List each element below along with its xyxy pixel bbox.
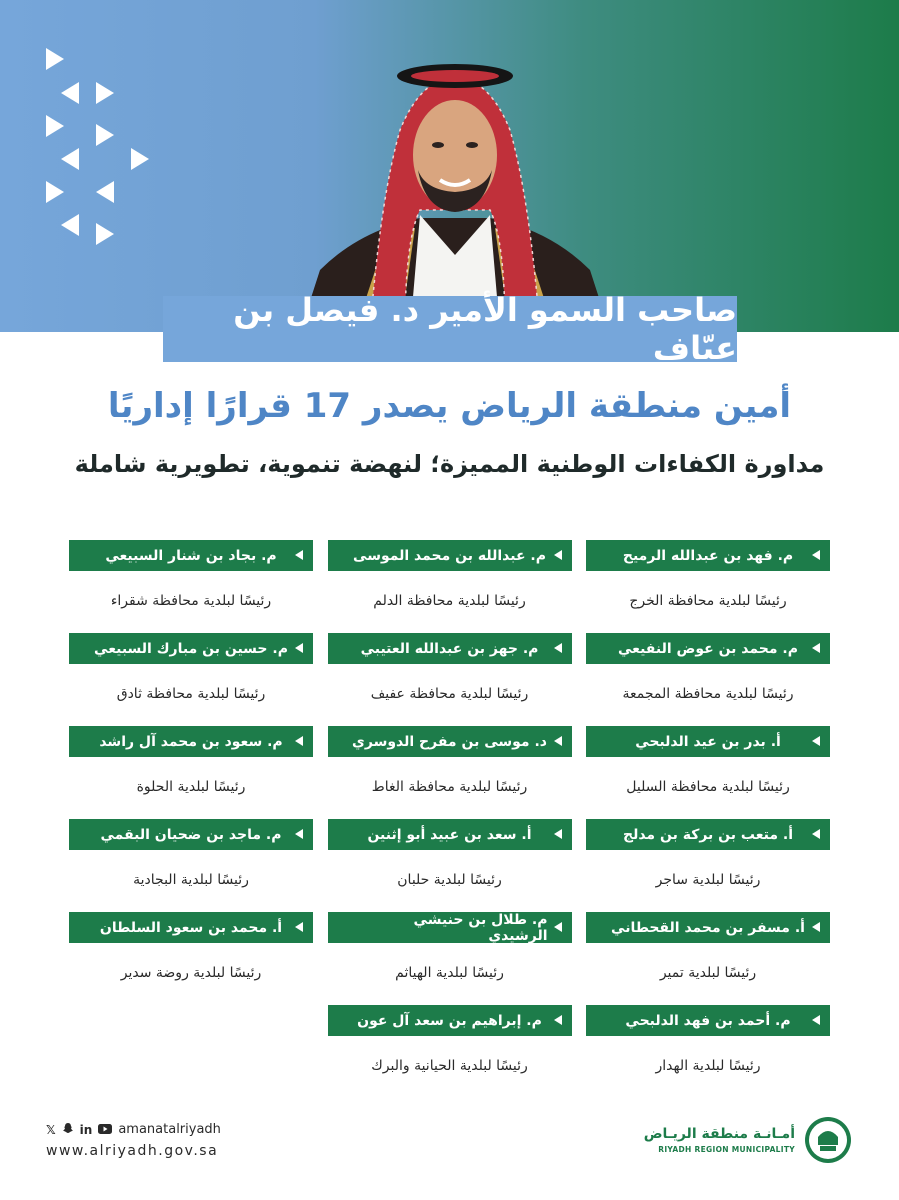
- pointer-arrow-icon: [295, 736, 303, 746]
- appointee-role: رئيسًا لبلدية محافظة السليل: [626, 779, 790, 795]
- portrait-photo: [300, 40, 610, 332]
- appointee-name-bar: [586, 726, 830, 757]
- appointee-name-bar: [586, 633, 830, 664]
- appointee-name: م. إبراهيم بن سعد آل عون: [357, 1012, 542, 1029]
- appointee-name-bar: [586, 540, 830, 571]
- appointee-role: رئيسًا لبلدية حلبان: [397, 872, 502, 888]
- appointment-card: [586, 633, 830, 726]
- appointment-card: [586, 912, 830, 1005]
- appointee-name: أ. سعد بن عبيد أبو إثنين: [367, 826, 532, 843]
- appointment-card: [328, 540, 572, 633]
- appointee-name-bar: [586, 1005, 830, 1036]
- appointment-card: [586, 726, 830, 819]
- pointer-arrow-icon: [295, 550, 303, 560]
- appointee-role: رئيسًا لبلدية محافظة شقراء: [110, 593, 272, 609]
- appointee-name-bar: [328, 540, 572, 571]
- appointee-role: رئيسًا لبلدية محافظة الغاط: [371, 779, 528, 795]
- appointee-name-bar: [328, 633, 572, 664]
- appointment-card: [586, 540, 830, 633]
- pointer-arrow-icon: [295, 829, 303, 839]
- appointee-role: رئيسًا لبلدية روضة سدير: [120, 965, 262, 981]
- appointee-name-bar: [69, 819, 313, 850]
- pointer-arrow-icon: [812, 736, 820, 746]
- appointment-card: [69, 819, 313, 912]
- x-icon[interactable]: 𝕏: [46, 1122, 56, 1137]
- appointee-role: رئيسًا لبلدية الحلوة: [136, 779, 246, 795]
- municipality-logo: [644, 1115, 853, 1165]
- appointee-role: رئيسًا لبلدية محافظة المجمعة: [622, 686, 794, 702]
- appointment-card: [328, 633, 572, 726]
- pointer-arrow-icon: [812, 1015, 820, 1025]
- appointee-name: م. أحمد بن فهد الدلبحي: [625, 1012, 791, 1029]
- appointment-card: [328, 819, 572, 912]
- headline: أمين منطقة الرياض يصدر 17 قرارًا إداريًا: [107, 386, 792, 426]
- appointee-role: رئيسًا لبلدية الهدار: [655, 1058, 761, 1074]
- pointer-arrow-icon: [554, 922, 562, 932]
- subheadline: مداورة الكفاءات الوطنية المميزة؛ لنهضة تنموية، تطويرية شاملة: [74, 450, 825, 478]
- hero-banner: [0, 0, 899, 332]
- appointee-name-bar: [586, 819, 830, 850]
- appointee-name: م. ماجد بن ضحيان البقمي: [100, 826, 282, 843]
- pointer-arrow-icon: [812, 829, 820, 839]
- appointee-role: رئيسًا لبلدية محافظة الخرج: [629, 593, 787, 609]
- appointee-role: رئيسًا لبلدية محافظة عفيف: [370, 686, 529, 702]
- pointer-arrow-icon: [295, 643, 303, 653]
- pointer-arrow-icon: [295, 922, 303, 932]
- youtube-icon[interactable]: [98, 1123, 112, 1137]
- pointer-arrow-icon: [554, 736, 562, 746]
- appointment-card: [69, 540, 313, 633]
- appointee-name-bar: [586, 912, 830, 943]
- appointee-name: أ. محمد بن سعود السلطان: [99, 919, 283, 936]
- pointer-arrow-icon: [554, 643, 562, 653]
- appointment-card: [69, 633, 313, 726]
- snapchat-icon[interactable]: [62, 1122, 74, 1137]
- appointee-name-bar: [69, 726, 313, 757]
- appointee-name: م. حسين بن مبارك السبيعي: [94, 640, 288, 657]
- appointee-name: أ. مسفر بن محمد القحطاني: [611, 919, 805, 936]
- appointee-role: رئيسًا لبلدية الهياثم: [395, 965, 504, 981]
- appointee-role: رئيسًا لبلدية البجادية: [133, 872, 249, 888]
- pointer-arrow-icon: [812, 550, 820, 560]
- appointee-name: م. فهد بن عبدالله الرميح: [622, 547, 794, 564]
- appointment-card: [328, 726, 572, 819]
- pointer-arrow-icon: [554, 550, 562, 560]
- appointee-name: د. موسى بن مفرح الدوسري: [352, 733, 547, 750]
- appointee-name: م. عبدالله بن محمد الموسى: [353, 547, 546, 564]
- appointment-card: [586, 1005, 830, 1098]
- logo-english-name: RIYADH REGION MUNICIPALITY: [658, 1145, 795, 1154]
- appointee-role: رئيسًا لبلدية محافظة الدلم: [373, 593, 526, 609]
- appointee-name-bar: [328, 819, 572, 850]
- appointee-name: م. محمد بن عوض النفيعي: [618, 640, 798, 657]
- social-handle[interactable]: amanatalriyadh: [118, 1122, 221, 1137]
- honoree-name-banner: صاحب السمو الأمير د. فيصل بن عيّاف: [163, 296, 737, 362]
- pointer-arrow-icon: [812, 922, 820, 932]
- appointments-grid: [69, 540, 830, 1098]
- website-link[interactable]: www.alriyadh.gov.sa: [46, 1143, 219, 1159]
- appointee-name: أ. بدر بن عيد الدلبحي: [635, 733, 781, 750]
- appointment-card: [328, 912, 572, 1005]
- appointee-role: رئيسًا لبلدية تمير: [659, 965, 757, 981]
- municipality-emblem-icon: [803, 1115, 853, 1165]
- appointee-name-bar: [69, 912, 313, 943]
- pointer-arrow-icon: [812, 643, 820, 653]
- appointment-card: [586, 819, 830, 912]
- appointee-name-bar: [328, 726, 572, 757]
- appointee-name: م. جهز بن عبدالله العتيبي: [360, 640, 539, 657]
- appointee-name: م. طلال بن حنيشي الرشيدي: [413, 911, 548, 944]
- appointee-role: رئيسًا لبلدية ساجر: [655, 872, 761, 888]
- appointment-card: [69, 912, 313, 1005]
- appointee-role: رئيسًا لبلدية الحيانية والبرك: [371, 1058, 528, 1074]
- pointer-arrow-icon: [554, 1015, 562, 1025]
- appointee-name: م. سعود بن محمد آل راشد: [99, 733, 283, 750]
- logo-arabic-name: أمـانـة منطقة الريـاض: [643, 1126, 795, 1142]
- appointee-name-bar: [69, 633, 313, 664]
- appointee-name-bar: [328, 1005, 572, 1036]
- appointee-role: رئيسًا لبلدية محافظة ثادق: [116, 686, 266, 702]
- appointee-name-bar: [328, 912, 572, 943]
- social-footer: [46, 1122, 221, 1159]
- appointee-name: أ. متعب بن بركة بن مدلج: [623, 826, 794, 843]
- appointee-name-bar: [69, 540, 313, 571]
- appointment-card: [69, 726, 313, 819]
- appointment-card: [328, 1005, 572, 1098]
- appointee-name: م. بجاد بن شنار السبيعي: [105, 547, 277, 564]
- pointer-arrow-icon: [554, 829, 562, 839]
- linkedin-icon[interactable]: in: [79, 1122, 93, 1137]
